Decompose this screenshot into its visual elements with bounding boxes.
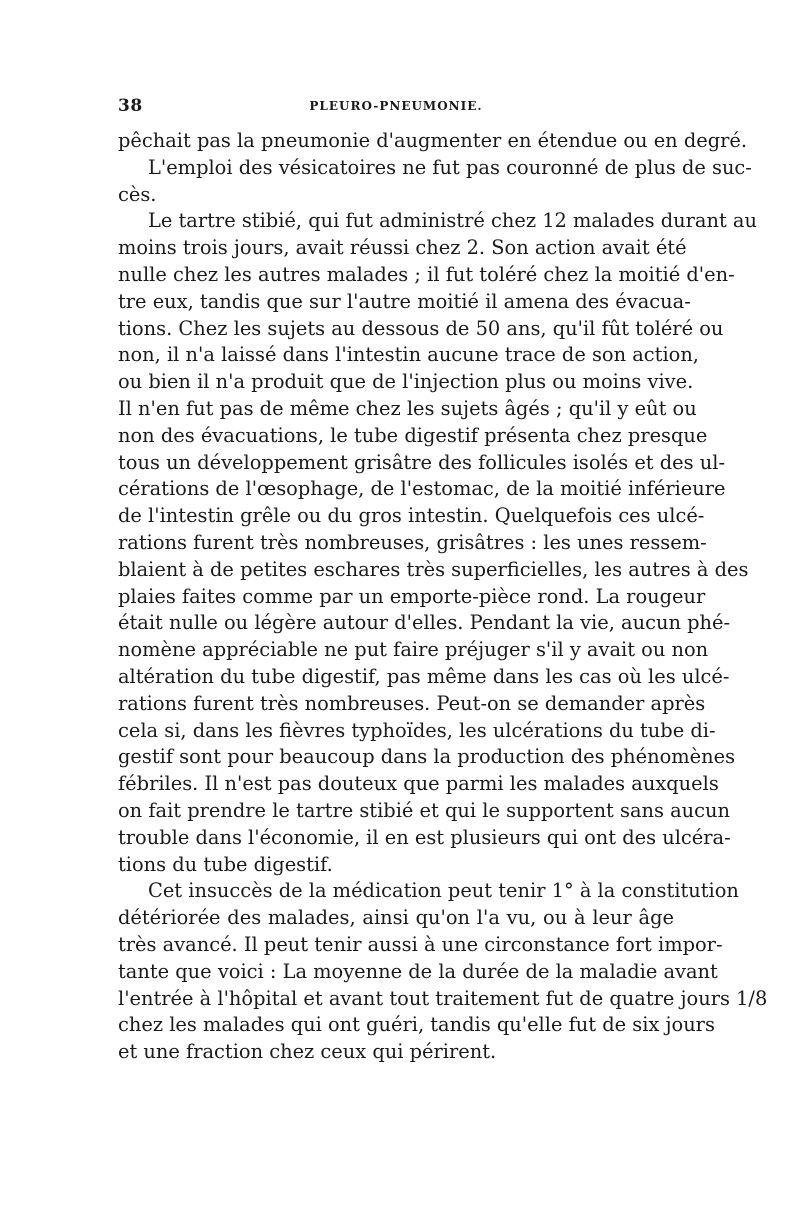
text-line: blaient à de petites eschares très superficielles, les autres à des: [118, 557, 749, 581]
text-line: l'entrée à l'hôpital et avant tout traitement fut de quatre jours 1/8: [118, 986, 768, 1010]
text-line: tions du tube digestif.: [118, 852, 333, 876]
page-number: 38: [118, 96, 143, 116]
text-line: tous un développement grisâtre des follicules isolés et des ul-: [118, 450, 725, 474]
text-line: cela si, dans les fièvres typhoïdes, les ulcérations du tube di-: [118, 718, 716, 742]
text-line: moins trois jours, avait réussi chez 2. Son action avait été: [118, 236, 687, 260]
text-line: plaies faites comme par un emporte-pièce rond. La rougeur: [118, 584, 706, 608]
text-line: très avancé. Il peut tenir aussi à une circonstance fort impor-: [118, 932, 723, 956]
text-line: et une fraction chez ceux qui périrent.: [118, 1040, 497, 1064]
text-line: pêchait pas la pneumonie d'augmenter en étendue ou en degré.: [118, 129, 748, 152]
text-line: ou bien il n'a produit que de l'injection plus ou moins vive.: [118, 370, 694, 394]
text-line: Cet insuccès de la médication peut tenir 1° à la constitution: [148, 879, 739, 903]
text-line: de l'intestin grêle ou du gros intestin. Quelquefois ces ulcé-: [118, 504, 705, 528]
text-line: était nulle ou légère autour d'elles. Pendant la vie, aucun phé-: [118, 611, 731, 635]
text-line: fébriles. Il n'est pas douteux que parmi les malades auxquels: [118, 772, 719, 796]
text-line: non des évacuations, le tube digestif présenta chez presque: [118, 423, 708, 447]
text-line: cès.: [118, 182, 157, 206]
text-line: tante que voici : La moyenne de la durée de la maladie avant: [118, 959, 718, 983]
text-line: on fait prendre le tartre stibié et qui le supportent sans aucun: [118, 798, 731, 822]
text-line: gestif sont pour beaucoup dans la production des phénomènes: [118, 745, 736, 769]
text-line: Il n'en fut pas de même chez les sujets âgés ; qu'il y eût ou: [118, 396, 697, 420]
text-line: tre eux, tandis que sur l'autre moitié il amena des évacua-: [118, 289, 691, 313]
text-line: trouble dans l'économie, il en est plusieurs qui ont des ulcéra-: [118, 825, 731, 849]
running-title: PLEURO-PNEUMONIE.: [309, 99, 483, 113]
paragraph: [118, 878, 768, 1066]
text-line: tions. Chez les sujets au dessous de 50 ans, qu'il fût toléré ou: [118, 316, 724, 340]
paragraph: [118, 128, 748, 155]
text-line: cérations de l'œsophage, de l'estomac, de la moitié inférieure: [118, 477, 726, 501]
body-text: [118, 128, 768, 1066]
text-line: L'emploi des vésicatoires ne fut pas couronné de plus de suc-: [148, 155, 752, 179]
text-line: Le tartre stibié, qui fut administré chez 12 malades durant au: [148, 209, 757, 233]
text-line: rations furent très nombreuses, grisâtres : les unes ressem-: [118, 530, 707, 554]
paragraph: [118, 208, 757, 878]
running-head: [118, 96, 674, 122]
paragraph: [118, 155, 752, 209]
text-line: nomène appréciable ne put faire préjuger s'il y avait ou non: [118, 638, 709, 662]
text-line: rations furent très nombreuses. Peut-on se demander après: [118, 691, 706, 715]
text-line: non, il n'a laissé dans l'intestin aucune trace de son action,: [118, 343, 699, 367]
text-line: chez les malades qui ont guéri, tandis qu'elle fut de six jours: [118, 1013, 715, 1037]
text-line: nulle chez les autres malades ; il fut toléré chez la moitié d'en-: [118, 262, 735, 286]
text-line: altération du tube digestif, pas même dans les cas où les ulcé-: [118, 664, 730, 688]
book-page: [118, 96, 768, 1066]
text-line: détériorée des malades, ainsi qu'on l'a vu, ou à leur âge: [118, 906, 674, 930]
